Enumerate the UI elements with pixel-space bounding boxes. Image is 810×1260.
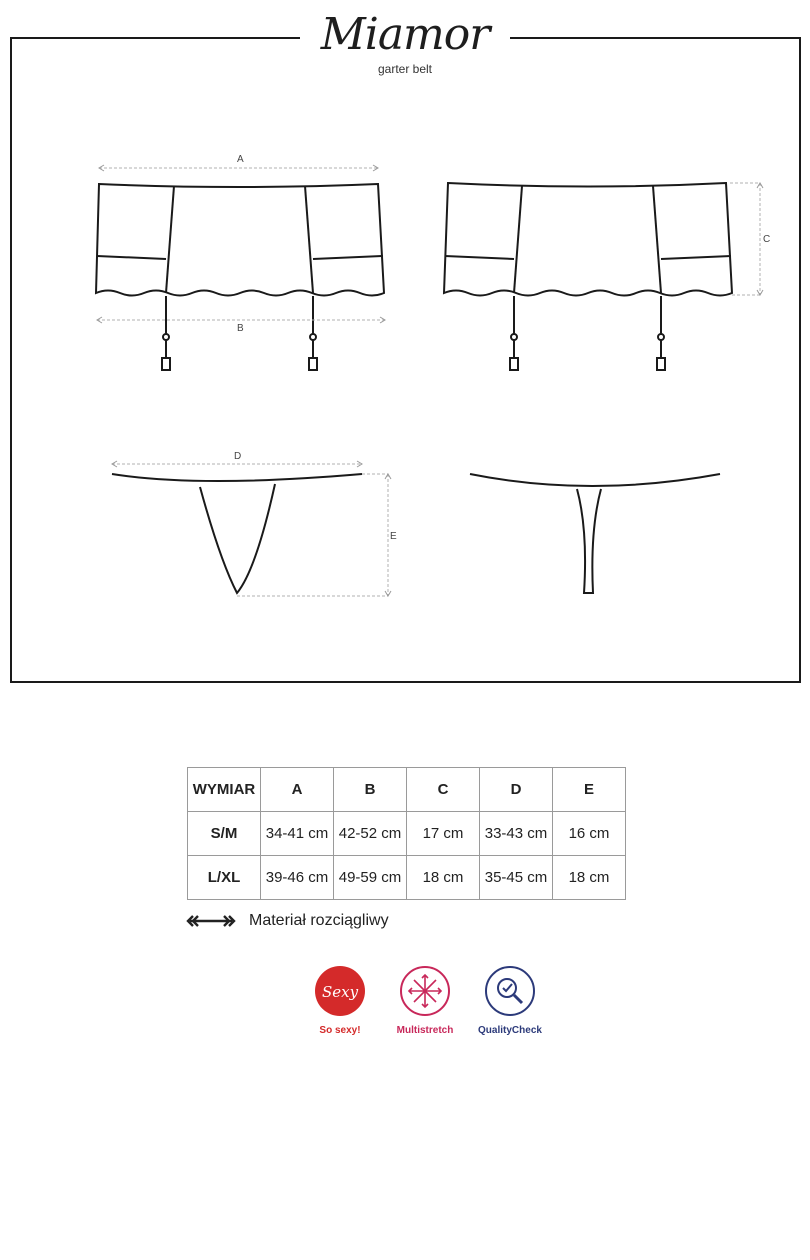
- table-header-cell: D: [480, 768, 553, 812]
- table-cell: 34-41 cm: [261, 812, 334, 856]
- label-d: D: [234, 451, 242, 462]
- label-b: B: [237, 323, 244, 334]
- label-a: A: [237, 154, 244, 165]
- thong-back-drawing: [470, 474, 720, 593]
- dimension-lines: [97, 168, 760, 596]
- badge-label: QualityCheck: [478, 1025, 542, 1036]
- table-header-cell: C: [407, 768, 480, 812]
- multistretch-icon: [399, 965, 451, 1017]
- quality-check-icon: [484, 965, 536, 1017]
- table-header-cell: WYMIAR: [188, 768, 261, 812]
- table-row: [188, 856, 626, 900]
- size-table: [187, 767, 626, 900]
- brand-header: [300, 2, 510, 76]
- thong-front-drawing: [112, 474, 362, 593]
- badge-label: So sexy!: [319, 1025, 361, 1036]
- brand-logo: Miamor: [320, 9, 490, 60]
- stretch-text: Materiał rozciągliwy: [249, 912, 389, 929]
- table-row-header: L/XL: [188, 856, 261, 900]
- badge-sexy: [300, 965, 380, 1036]
- table-cell: 16 cm: [553, 812, 626, 856]
- garter-belt-front-drawing: [96, 184, 384, 370]
- table-cell: 39-46 cm: [261, 856, 334, 900]
- table-row: [188, 812, 626, 856]
- label-e: E: [390, 531, 397, 542]
- stretch-legend: [186, 912, 389, 930]
- table-cell: 35-45 cm: [480, 856, 553, 900]
- badge-label: Multistretch: [396, 1025, 454, 1036]
- table-header-row: [188, 768, 626, 812]
- badge-multistretch: [385, 965, 465, 1036]
- table-header-cell: B: [334, 768, 407, 812]
- feature-badges: [300, 965, 550, 1045]
- product-subtitle: garter belt: [377, 62, 433, 76]
- label-c: C: [763, 234, 771, 245]
- garter-belt-back-drawing: [444, 183, 732, 370]
- double-arrow-icon: [186, 914, 236, 928]
- table-header-cell: A: [261, 768, 334, 812]
- table-header-cell: E: [553, 768, 626, 812]
- sexy-badge-text: Sexy: [321, 983, 359, 1001]
- badge-quality-check: [470, 965, 550, 1036]
- table-cell: 18 cm: [407, 856, 480, 900]
- table-cell: 42-52 cm: [334, 812, 407, 856]
- table-cell: 49-59 cm: [334, 856, 407, 900]
- table-cell: 17 cm: [407, 812, 480, 856]
- sexy-badge-icon: [314, 965, 366, 1017]
- table-row-header: S/M: [188, 812, 261, 856]
- table-cell: 18 cm: [553, 856, 626, 900]
- table-cell: 33-43 cm: [480, 812, 553, 856]
